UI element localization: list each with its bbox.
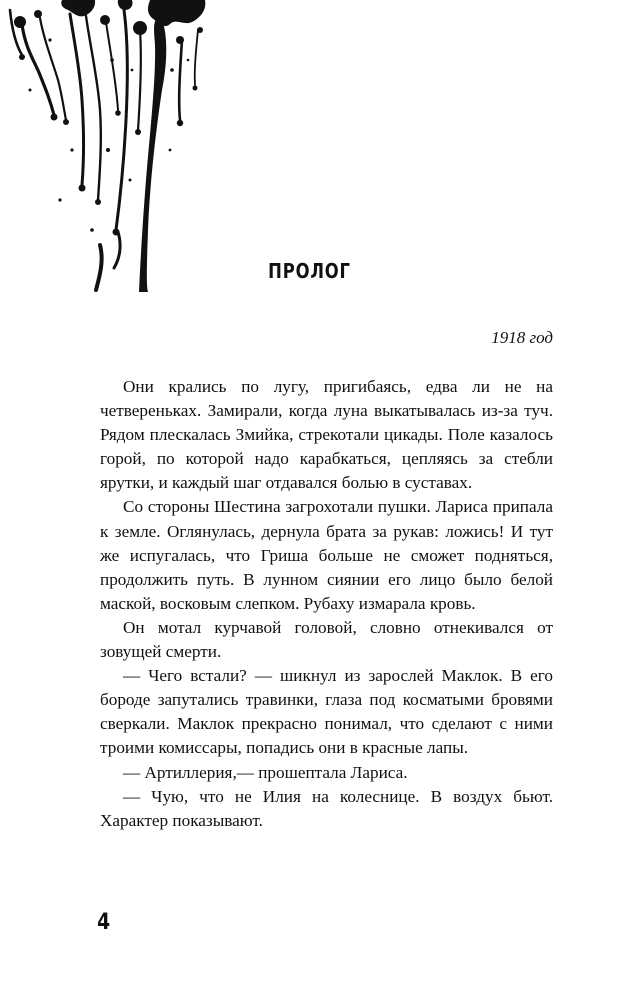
chapter-year: 1918 год bbox=[491, 328, 553, 347]
body-text bbox=[100, 375, 553, 833]
page-number: 4 bbox=[97, 910, 111, 935]
paragraph: Они крались по лугу, пригибаясь, едва ли не на четвереньках. Замирали, когда луна выкатывалась из-за туч. Рядом плескалась Змийка, стрекотали цикады. Поле казалось горой, по которой надо карабкаться, цепляясь за стебли ярутки, и каждый шаг отдавался болью в суставах. bbox=[100, 377, 553, 493]
ink-splatter-illustration bbox=[0, 0, 215, 300]
paragraph: — Чую, что не Илия на колеснице. В воздух бьют. Характер показывают. bbox=[100, 786, 553, 830]
chapter-title: ПРОЛОГ bbox=[268, 259, 351, 283]
paragraph: — Артиллерия,— прошептала Лариса. bbox=[123, 762, 408, 782]
paragraph: Он мотал курчавой головой, словно отнекивался от зовущей смерти. bbox=[100, 617, 553, 662]
paragraph: — Чего встали? — шикнул из зарослей Маклок. В его бороде запутались травинки, глаза под косматыми бровями сверкали. Маклок прекрасно понимал, что сделают с ними троими комиссары, попадись они в красные лапы. bbox=[100, 666, 553, 758]
paragraph: Со стороны Шестина загрохотали пушки. Лариса припала к земле. Оглянулась, дернула брата за рукав: ложись! И тут же испугалась, что Гриша больше не сможет подняться, продолжить путь. В лунном сиянии его лицо было белой маской, восковым слепком. Рубаху измарала кровь. bbox=[100, 497, 553, 613]
